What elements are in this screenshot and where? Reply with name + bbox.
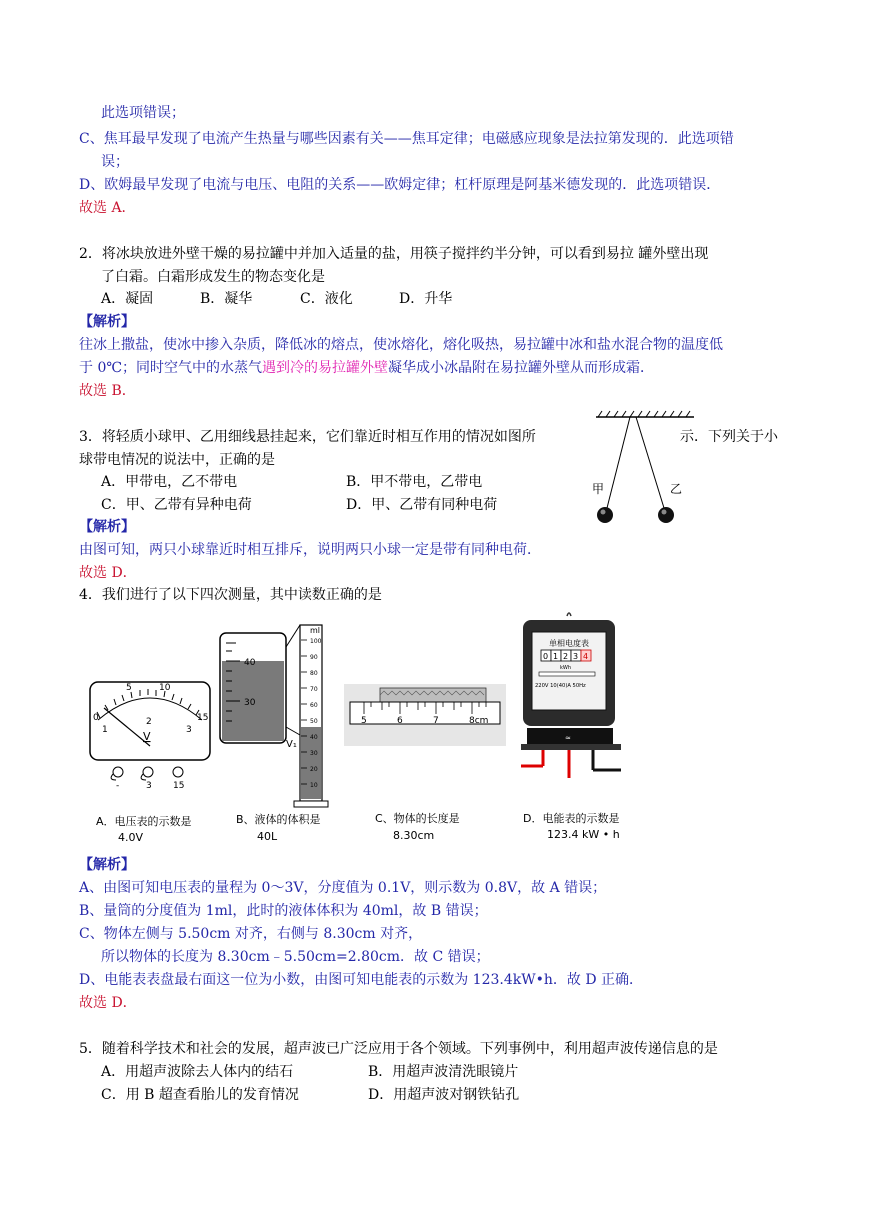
ruler-figure	[344, 684, 506, 746]
q1-option-a-tail: 此选项错误；	[101, 105, 185, 121]
cyl-tick-100: 100	[310, 638, 322, 645]
meter-title: 单相电度表	[549, 639, 589, 648]
cyl-tick-70: 70	[310, 686, 318, 693]
q3-option-b: B．甲不带电，乙带电	[346, 474, 483, 490]
voltmeter-unit: V	[143, 730, 151, 743]
q3-stem-line1-tail: 示．下列关于小	[680, 429, 778, 445]
ruler-tick-8cm: 8cm	[469, 716, 489, 726]
q1-answer: 故选 A．	[79, 200, 136, 216]
voltmeter-tick-5: 5	[126, 683, 132, 693]
cylinder-v1-label: V₁	[286, 739, 297, 750]
terminal-minus: -	[116, 781, 120, 790]
q2-option-b: B．凝华	[200, 291, 253, 307]
q3-analysis: 由图可知，两只小球靠近时相互排斥，说明两只小球一定是带有同种电荷．	[79, 542, 541, 558]
q2-option-a: A．凝固	[101, 291, 154, 307]
cylinder-unit: ml	[310, 626, 321, 635]
q2-option-c: C．液化	[300, 291, 353, 307]
meter-digit-4: 3	[573, 652, 579, 661]
caption-d-line1: D．电能表的示数是	[523, 812, 620, 825]
ball-yi	[658, 507, 674, 523]
q3-option-c: C．甲、乙带有异种电荷	[101, 497, 252, 513]
q2-option-d: D．升华	[399, 291, 453, 307]
ruler-tick-7: 7	[433, 716, 439, 726]
q3-option-a: A．甲带电，乙不带电	[101, 474, 238, 490]
zoom-tick-40: 40	[244, 658, 256, 668]
q4-analysis-b: B、量筒的分度值为 1ml，此时的液体体积为 40ml，故 B 错误；	[79, 903, 488, 919]
q4-analysis-c: C、物体左侧与 5.50cm 对齐，右侧与 8.30cm 对齐，	[79, 926, 423, 942]
meter-digit-2: 1	[553, 652, 559, 661]
q3-answer: 故选 D．	[79, 565, 137, 581]
q2-analysis-line2-a: 于 0℃；同时空气中的水蒸气	[79, 360, 263, 376]
cyl-tick-10: 10	[310, 782, 318, 789]
meter-digit-3: 2	[563, 652, 569, 661]
q2-analysis-line1: 往冰上撒盐，使冰中掺入杂质，降低冰的熔点，使冰熔化，熔化吸热，易拉罐中冰和盐水混合物的温度低	[79, 337, 723, 353]
cyl-tick-90: 90	[310, 654, 318, 661]
meter-spec: 220V 10(40)A 50Hz	[535, 683, 586, 689]
caption-c-line2: 8.30cm	[393, 829, 435, 842]
caption-a-line1: A．电压表的示数是	[96, 815, 192, 828]
q4-analysis-d: D、电能表表盘最右面这一位为小数，由图可知电能表的示数为 123.4kW•h．故 D 正确．	[79, 972, 644, 988]
q4-answer: 故选 D．	[79, 995, 137, 1011]
voltmeter-low-tick-2: 2	[146, 717, 152, 727]
terminal-15: 15	[173, 781, 185, 790]
voltmeter-tick-15: 15	[197, 713, 209, 723]
q2-analysis-line2-c: 凝华成小冰晶附在易拉罐外壁从而形成霜．	[388, 360, 655, 376]
q4-analysis-c2: 所以物体的长度为 8.30cm﹣5.50cm=2.80cm．故 C 错误；	[101, 949, 490, 965]
caption-d-line2: 123.4 kW • h	[547, 828, 620, 841]
cyl-tick-50: 50	[310, 718, 318, 725]
meter-logo-icon: ≈	[565, 734, 571, 742]
q5-option-a: A．用超声波除去人体内的结石	[101, 1064, 294, 1080]
q2-analysis-line2	[79, 359, 654, 377]
q2-analysis-line2-highlight: 遇到冷的易拉罐外壁	[262, 360, 389, 376]
voltmeter-low-tick-3: 3	[186, 725, 192, 735]
meter-digit-decimal: 4	[583, 652, 589, 661]
ball-jia	[597, 507, 613, 523]
caption-c-line1: C、物体的长度是	[375, 812, 460, 825]
caption-b-line2: 40L	[257, 830, 278, 843]
cyl-tick-20: 20	[310, 766, 318, 773]
label-yi: 乙	[670, 482, 683, 496]
cyl-tick-30: 30	[310, 750, 318, 757]
q2-analysis-label: 【解析】	[79, 314, 135, 330]
cyl-tick-40: 40	[310, 734, 318, 741]
cylinder-figure	[214, 617, 336, 809]
voltmeter-zero: 0	[93, 713, 99, 723]
q2-stem-line2: 了白霜。白霜形成发生的物态变化是	[101, 269, 325, 285]
q5-stem: 5．随着科学技术和社会的发展，超声波已广泛应用于各个领域。下列事例中，利用超声波传递信息的是	[79, 1041, 718, 1057]
q5-option-d: D．用超声波对钢铁钻孔	[368, 1087, 520, 1103]
terminal-3: 3	[146, 781, 152, 790]
cyl-tick-80: 80	[310, 670, 318, 677]
q4-analysis-a: A、由图可知电压表的量程为 0～3V，分度值为 0.1V，则示数为 0.8V，故 A 错误；	[79, 880, 607, 896]
q3-option-d: D．甲、乙带有同种电荷	[346, 497, 498, 513]
pendulum-figure	[590, 405, 700, 535]
energy-meter-figure	[519, 610, 623, 782]
caption-b-line1: B、液体的体积是	[236, 813, 321, 826]
q1-option-c-line1: C、焦耳最早发现了电流产生热量与哪些因素有关——焦耳定律；电磁感应现象是法拉第发现的．此选项错	[79, 131, 734, 147]
q4-stem: 4．我们进行了以下四次测量，其中读数正确的是	[79, 587, 382, 603]
zoom-tick-30: 30	[244, 698, 256, 708]
caption-a-line2: 4.0V	[118, 831, 144, 844]
voltmeter-low-tick-1: 1	[102, 725, 108, 735]
q2-stem-line1: 2．将冰块放进外壁干燥的易拉罐中并加入适量的盐，用筷子搅拌约半分钟，可以看到易拉 罐外壁出现	[79, 246, 709, 262]
cyl-tick-60: 60	[310, 702, 318, 709]
voltmeter-figure	[88, 680, 213, 790]
q2-answer: 故选 B．	[79, 383, 136, 399]
label-jia: 甲	[592, 482, 605, 496]
q3-stem-line2: 球带电情况的说法中，正确的是	[79, 452, 275, 468]
ruler-tick-5: 5	[361, 716, 367, 726]
q1-option-d: D、欧姆最早发现了电流与电压、电阻的关系——欧姆定律；杠杆原理是阿基米德发现的．此选项错误．	[79, 177, 721, 193]
ruler-tick-6: 6	[397, 716, 403, 726]
q5-option-b: B．用超声波清洗眼镜片	[368, 1064, 519, 1080]
q5-option-c: C．用 B 超查看胎儿的发育情况	[101, 1087, 299, 1103]
meter-unit: kWh	[560, 665, 572, 671]
q3-stem-line1: 3．将轻质小球甲、乙用细线悬挂起来，它们靠近时相互作用的情况如图所	[79, 429, 536, 445]
meter-digit-1: 0	[543, 652, 549, 661]
q4-analysis-label: 【解析】	[79, 857, 135, 873]
q3-analysis-label: 【解析】	[79, 519, 135, 535]
voltmeter-tick-10: 10	[159, 683, 171, 693]
q1-option-c-line2: 误；	[101, 154, 129, 170]
